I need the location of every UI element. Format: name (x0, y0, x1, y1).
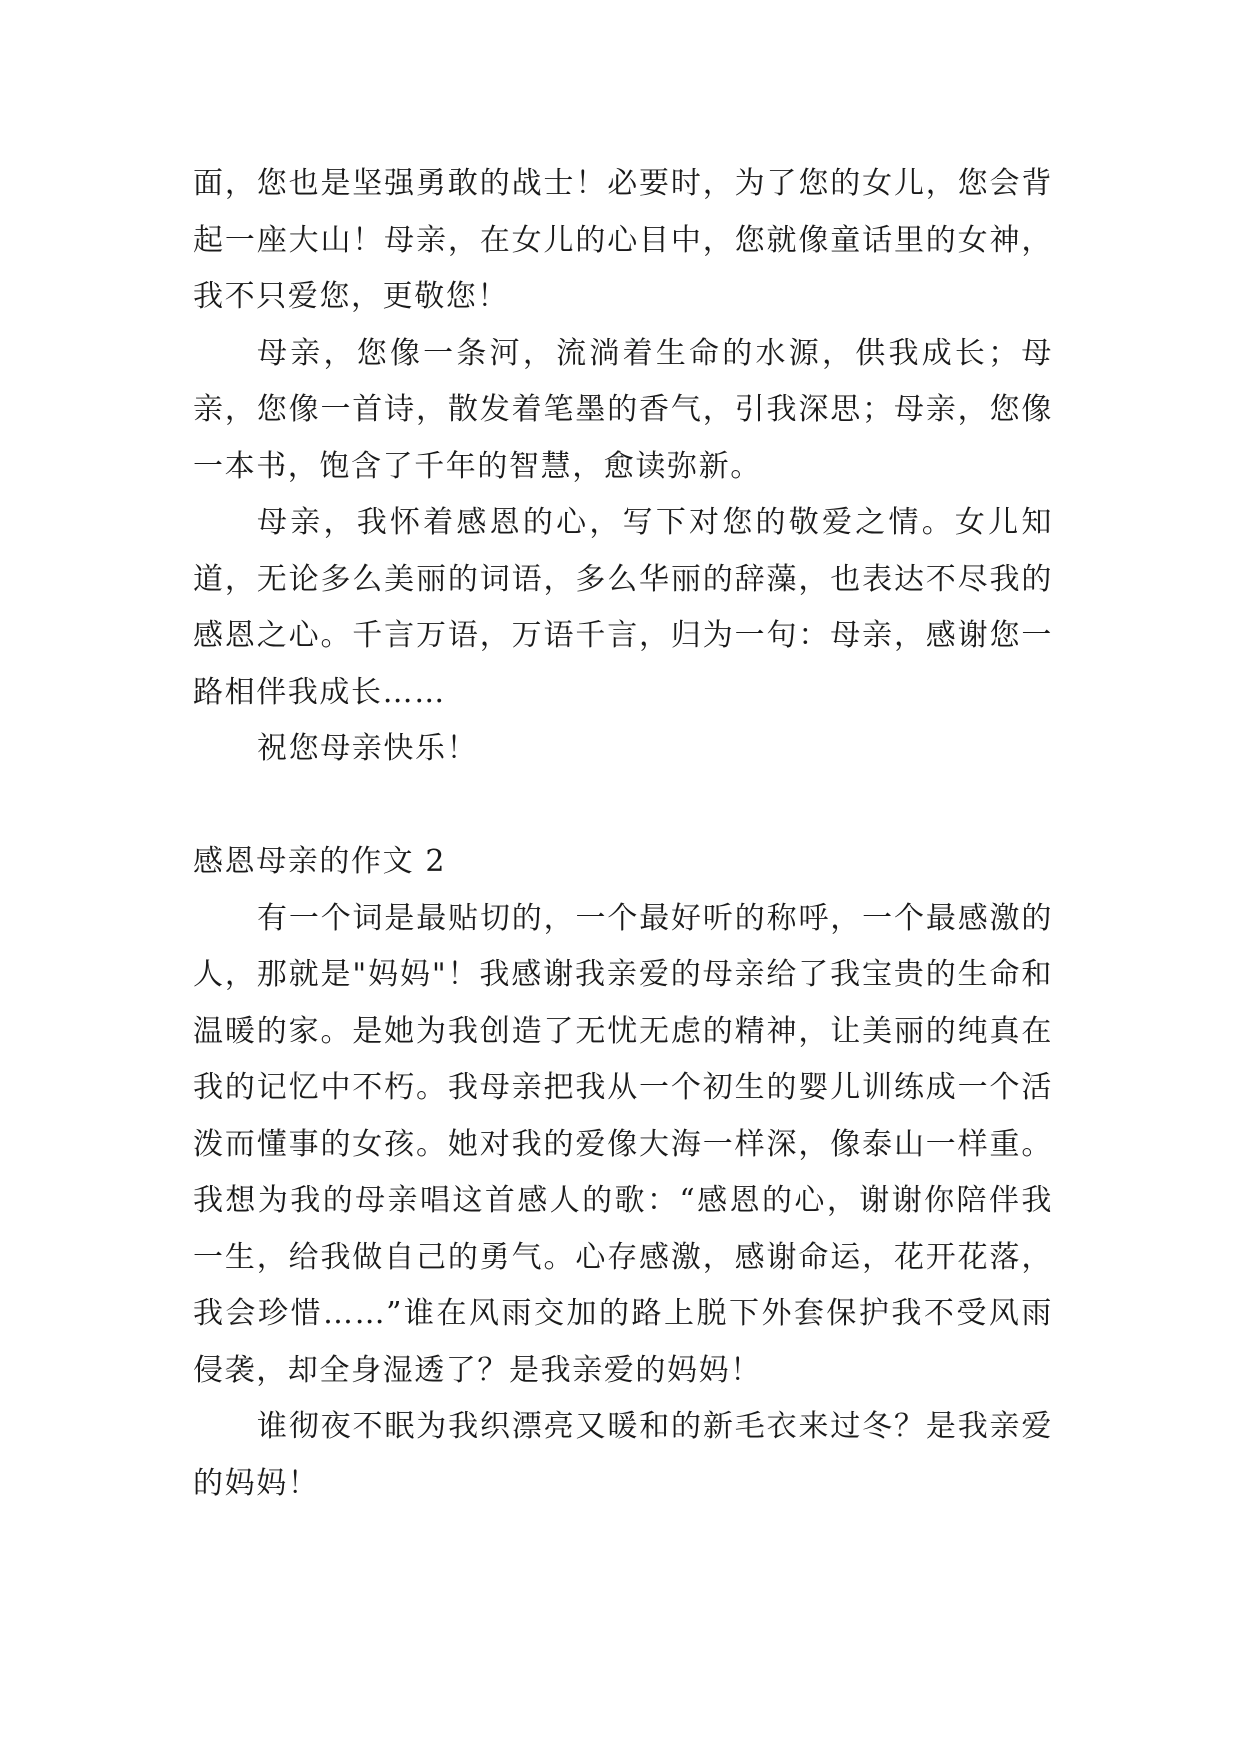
paragraph-sweater: 谁彻夜不眠为我织漂亮又暖和的新毛衣来过冬？是我亲爱的妈妈！ (193, 1409, 1053, 1501)
section-title: 感恩母亲的作文 2 (193, 844, 447, 879)
document-page (193, 156, 1053, 1512)
paragraph-continued: 面，您也是坚强勇敢的战士！必要时，为了您的女儿，您会背起一座大山！母亲，在女儿的心目中，您就像童话里的女神，我不只爱您，更敬您！ (193, 166, 1053, 314)
paragraph-gratitude: 母亲，我怀着感恩的心，写下对您的敬爱之情。女儿知道，无论多么美丽的词语，多么华丽的辞藻，也表达不尽我的感恩之心。千言万语，万语千言，归为一句：母亲，感谢您一路相伴我成长…… (193, 505, 1053, 710)
paragraph-wish: 祝您母亲快乐！ (257, 731, 479, 766)
paragraph-river-poem-book: 母亲，您像一条河，流淌着生命的水源，供我成长；母亲，您像一首诗，散发着笔墨的香气，引我深思；母亲，您像一本书，饱含了千年的智慧，愈读弥新。 (193, 335, 1053, 484)
paragraph-mama: 有一个词是最贴切的，一个最好听的称呼，一个最感激的人，那就是"妈妈"！我感谢我亲爱的母亲给了我宝贵的生命和温暖的家。是她为我创造了无忧无虑的精神，让美丽的纯真在我的记忆中不朽。我母亲把我从一个初生的婴儿训练成一个活泼而懂事的女孩。她对我的爱像大海一样深，像泰山一样重。我想为我的母亲唱这首感人的歌：“感恩的心，谢谢你陪伴我一生，给我做自己的勇气。心存感激，感谢命运，花开花落，我会珍惜……”谁在风雨交加的路上脱下外套保护我不受风雨侵袭，却全身湿透了？是我亲爱的妈妈！ (193, 900, 1053, 1388)
blank-line (193, 778, 1053, 835)
